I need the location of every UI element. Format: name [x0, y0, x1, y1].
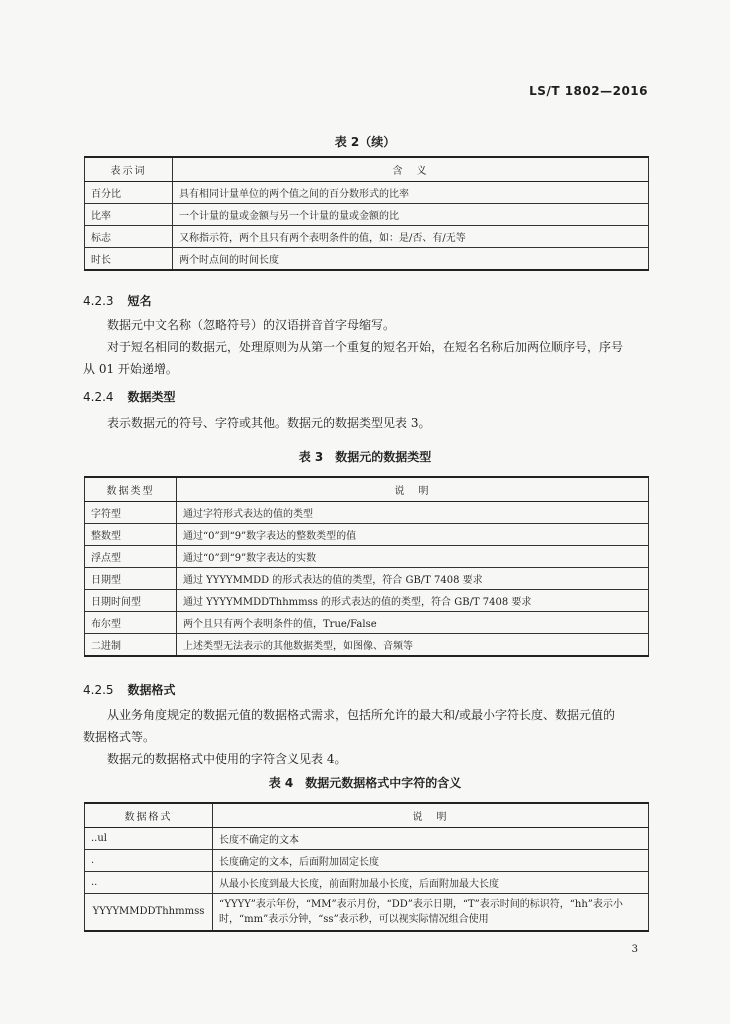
table4-cell: 从最小长度到最大长度，前面附加最小长度，后面附加最大长度 — [213, 871, 649, 893]
table3-header-type: 数据类型 — [85, 477, 177, 501]
section-number: 4.2.4 — [83, 390, 114, 404]
table4 — [84, 802, 649, 932]
paragraph-text: 对于短名相同的数据元，处理原则为从第一个重复的短名开始，在短名名称后加两位顺序号，序号 — [107, 340, 624, 354]
table3 — [84, 476, 649, 657]
table3-cell: 两个且只有两个表明条件的值，True/False — [177, 611, 649, 633]
table-row — [85, 633, 649, 656]
section-4-2-3-body — [83, 314, 648, 380]
table3-cell: 整数型 — [85, 523, 177, 545]
section-title: 数据类型 — [127, 390, 176, 404]
table-row — [85, 893, 649, 931]
section-number: 4.2.5 — [83, 683, 114, 697]
paragraph-text: 表示数据元的符号、字符或其他。数据元的数据类型见表 3。 — [107, 416, 431, 430]
table-row — [85, 545, 649, 567]
table4-header-desc: 说 明 — [213, 803, 649, 827]
table-row — [85, 827, 649, 849]
table3-cell: 上述类型无法表示的其他数据类型，如图像、音频等 — [177, 633, 649, 656]
table3-cell: 通过“0”到“9”数字表达的整数类型的值 — [177, 523, 649, 545]
table2-cell: 百分比 — [85, 181, 173, 203]
table3-cell: 布尔型 — [85, 611, 177, 633]
table3-caption: 表 3 数据元的数据类型 — [298, 450, 432, 464]
table-row — [85, 523, 649, 545]
page-number: 3 — [631, 944, 638, 955]
table2-cell: 具有相同计量单位的两个值之间的百分数形式的比率 — [173, 181, 649, 203]
section-heading-4-2-4 — [83, 388, 176, 405]
paragraph-text: 从业务角度规定的数据元值的数据格式需求，包括所允许的最大和/或最小字符长度、数据元值的 — [107, 708, 616, 722]
table2-header-meaning: 含 义 — [173, 157, 649, 181]
section-4-2-4-body — [83, 412, 648, 434]
table3-cell: 二进制 — [85, 633, 177, 656]
section-heading-4-2-3 — [83, 292, 152, 309]
table-row — [85, 247, 649, 270]
paragraph-text: 数据元的数据格式中使用的字符含义见表 4。 — [107, 752, 347, 766]
table4-cell: YYYYMMDDThhmmss — [85, 893, 213, 931]
table-row — [85, 225, 649, 247]
table4-cell: .. — [85, 871, 213, 893]
table3-header-desc: 说 明 — [177, 477, 649, 501]
table3-cell: 通过字符形式表达的值的类型 — [177, 501, 649, 523]
table4-cell: 长度不确定的文本 — [213, 827, 649, 849]
table2-cell: 一个计量的量或金额与另一个计量的量或金额的比 — [173, 203, 649, 225]
table2-cell: 比率 — [85, 203, 173, 225]
section-heading-4-2-5 — [83, 681, 176, 698]
table4-cell: . — [85, 849, 213, 871]
paragraph-text: 数据格式等。 — [83, 730, 156, 744]
table-row — [85, 501, 649, 523]
table4-caption: 表 4 数据元数据格式中字符的含义 — [268, 776, 462, 790]
table-row — [85, 589, 649, 611]
table3-cell: 通过“0”到“9”数字表达的实数 — [177, 545, 649, 567]
table2 — [84, 156, 649, 271]
table2-cell: 两个时点间的时间长度 — [173, 247, 649, 270]
table-row — [85, 871, 649, 893]
table4-cell: 长度确定的文本，后面附加固定长度 — [213, 849, 649, 871]
table-row — [85, 611, 649, 633]
paragraph-text: 数据元中文名称（忽略符号）的汉语拼音首字母缩写。 — [107, 318, 396, 332]
table-row — [85, 181, 649, 203]
table2-cell: 又称指示符，两个且只有两个表明条件的值，如：是/否、有/无等 — [173, 225, 649, 247]
table2-cell: 标志 — [85, 225, 173, 247]
standard-code: LS/T 1802—2016 — [529, 84, 648, 98]
table4-header-format: 数据格式 — [85, 803, 213, 827]
section-title: 短名 — [127, 294, 152, 308]
table3-cell: 通过 YYYYMMDD 的形式表达的值的类型，符合 GB/T 7408 要求 — [177, 567, 649, 589]
section-4-2-5-body — [83, 704, 648, 770]
table3-cell: 日期型 — [85, 567, 177, 589]
table2-cell: 时长 — [85, 247, 173, 270]
section-title: 数据格式 — [127, 683, 176, 697]
table-row — [85, 203, 649, 225]
paragraph-text: 从 01 开始递增。 — [83, 362, 178, 376]
table4-cell: “YYYY”表示年份，“MM”表示月份，“DD”表示日期，“T”表示时间的标识符，“hh”表示小时，“mm”表示分钟，“ss”表示秒，可以视实际情况组合使用 — [213, 893, 649, 931]
table3-cell: 日期时间型 — [85, 589, 177, 611]
table3-cell: 通过 YYYYMMDDThhmmss 的形式表达的值的类型，符合 GB/T 7408 要求 — [177, 589, 649, 611]
table4-cell: ..ul — [85, 827, 213, 849]
table-row — [85, 567, 649, 589]
table3-cell: 字符型 — [85, 501, 177, 523]
table-row — [85, 849, 649, 871]
table2-header-term: 表示词 — [85, 157, 173, 181]
table2-caption: 表 2（续） — [334, 135, 396, 149]
section-number: 4.2.3 — [83, 294, 114, 308]
table3-cell: 浮点型 — [85, 545, 177, 567]
